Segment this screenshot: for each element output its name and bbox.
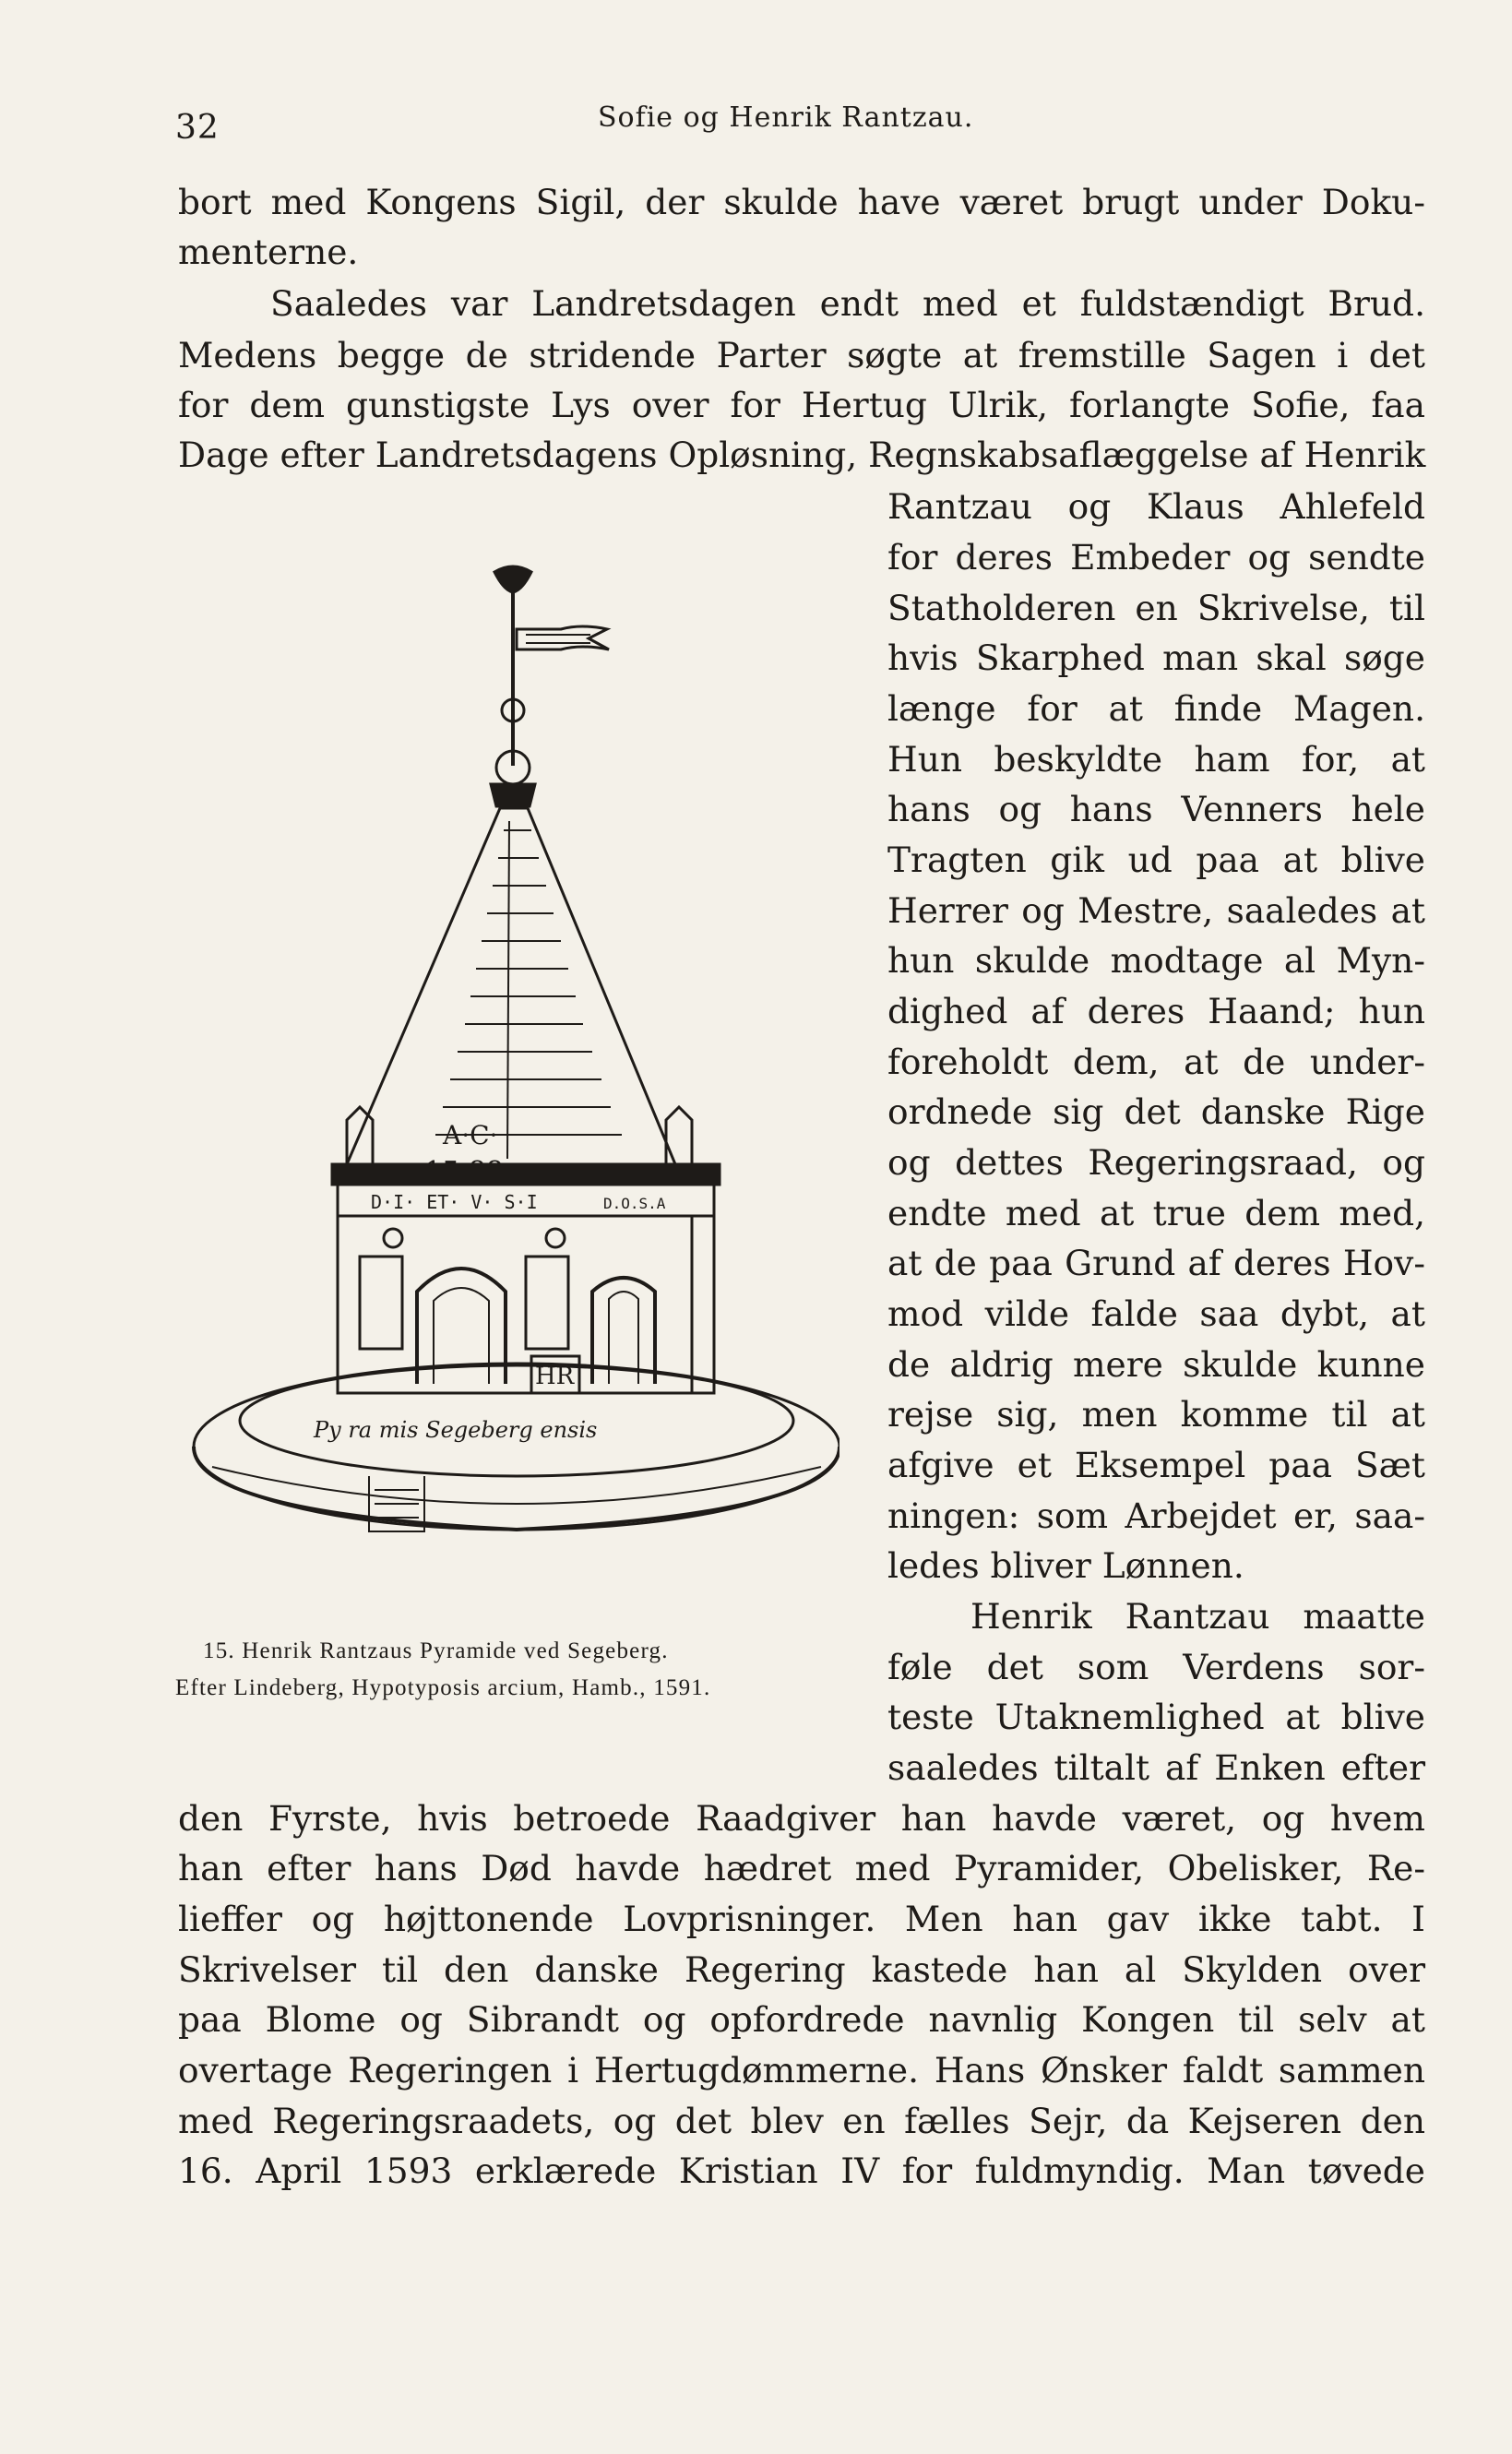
column-line: rejse sig, men komme til at bbox=[887, 1394, 1425, 1435]
text-line: for dem gunstigste Lys over for Hertug Ulrik, forlangte Sofie, faa bbox=[178, 385, 1425, 425]
column-line: dighed af deres Haand; hun bbox=[887, 991, 1425, 1031]
column-line: hans og hans Venners hele bbox=[887, 789, 1425, 829]
text-line: Dage efter Landretsdagens Opløsning, Regnskabsaflæggelse af Henrik bbox=[178, 435, 1426, 475]
figure-caption bbox=[175, 1633, 858, 1707]
column-line: Henrik Rantzau maatte bbox=[970, 1596, 1425, 1637]
figure bbox=[175, 554, 839, 1605]
monogram: HR bbox=[535, 1363, 575, 1390]
text-line: lieffer og højttonende Lovprisninger. Men han gav ikke tabt. I bbox=[178, 1899, 1425, 1939]
page-number: 32 bbox=[175, 109, 220, 147]
column-line: endte med at true dem med, bbox=[887, 1193, 1425, 1233]
column-line: de aldrig mere skulde kunne bbox=[887, 1344, 1425, 1385]
plinth bbox=[194, 1364, 839, 1531]
column-line: Hun beskyldte ham for, at bbox=[887, 739, 1425, 780]
base-inscription: Py ra mis Segeberg ensis bbox=[314, 1417, 598, 1443]
text-line: Skrivelser til den danske Regering kastede han al Skylden over bbox=[178, 1949, 1425, 1990]
running-head: Sofie og Henrik Rantzau. bbox=[598, 101, 974, 134]
column-line: Statholderen en Skrivelse, til bbox=[887, 588, 1425, 628]
column-line: føle det som Verdens sor- bbox=[887, 1647, 1425, 1687]
text-line: 16. April 1593 erklærede Kristian IV for fuldmyndig. Man tøvede bbox=[178, 2150, 1425, 2191]
column-line: Herrer og Mestre, saaledes at bbox=[887, 890, 1425, 931]
column-line: og dettes Regeringsraad, og bbox=[887, 1142, 1425, 1183]
column-line: hun skulde modtage al Myn- bbox=[887, 940, 1425, 981]
text-line: han efter hans Død havde hædret med Pyramider, Obelisker, Re- bbox=[178, 1848, 1425, 1888]
text-line: den Fyrste, hvis betroede Raadgiver han havde været, og hvem bbox=[178, 1798, 1425, 1839]
pyramid-base-building bbox=[332, 1164, 720, 1393]
caption-line-2: Efter Lindeberg, Hypotyposis arcium, Hamb., 1591. bbox=[175, 1675, 711, 1700]
text-line: Medens begge de stridende Parter søgte at fremstille Sagen i det bbox=[178, 335, 1425, 375]
text-line: menterne. bbox=[178, 232, 359, 272]
text-line: Saaledes var Landretsdagen endt med et fuldstændigt Brud. bbox=[270, 283, 1425, 324]
column-line: afgive et Eksempel paa Sæt bbox=[887, 1445, 1425, 1485]
column-line: ningen: som Arbejdet er, saa- bbox=[887, 1495, 1425, 1536]
column-line: for deres Embeder og sendte bbox=[887, 537, 1425, 578]
column-line: saaledes tiltalt af Enken efter bbox=[887, 1747, 1425, 1788]
frieze-right: D.O.S.A bbox=[603, 1195, 666, 1212]
spire bbox=[347, 808, 675, 1188]
column-line: Tragten gik ud paa at blive bbox=[887, 840, 1425, 880]
column-line: foreholdt dem, at de under- bbox=[887, 1042, 1425, 1082]
column-line: ledes bliver Lønnen. bbox=[887, 1545, 1244, 1586]
column-line: at de paa Grund af deres Hov- bbox=[887, 1243, 1425, 1283]
column-line: mod vilde falde saa dybt, at bbox=[887, 1293, 1425, 1334]
caption-line-1: 15. Henrik Rantzaus Pyramide ved Segeberg. bbox=[203, 1638, 669, 1663]
year-inscription-top: A·C· bbox=[443, 1120, 498, 1150]
text-line: paa Blome og Sibrandt og opfordrede navnlig Kongen til selv at bbox=[178, 1999, 1425, 2040]
text-line: bort med Kongens Sigil, der skulde have været brugt under Doku- bbox=[178, 182, 1425, 222]
column-line: teste Utaknemlighed at blive bbox=[887, 1697, 1425, 1737]
pyramid-engraving bbox=[175, 554, 839, 1605]
text-line: med Regeringsraadets, og det blev en fælles Sejr, da Kejseren den bbox=[178, 2101, 1425, 2141]
column-line: ordnede sig det danske Rige bbox=[887, 1091, 1425, 1132]
column-line: længe for at finde Magen. bbox=[887, 688, 1425, 729]
column-line: Rantzau og Klaus Ahlefeld bbox=[887, 486, 1425, 527]
column-line: hvis Skarphed man skal søge bbox=[887, 637, 1425, 678]
finial-flag bbox=[491, 566, 609, 806]
text-line: overtage Regeringen i Hertugdømmerne. Hans Ønsker faldt sammen bbox=[178, 2050, 1425, 2091]
frieze-left: D·I· ET· V· S·I bbox=[371, 1191, 538, 1213]
